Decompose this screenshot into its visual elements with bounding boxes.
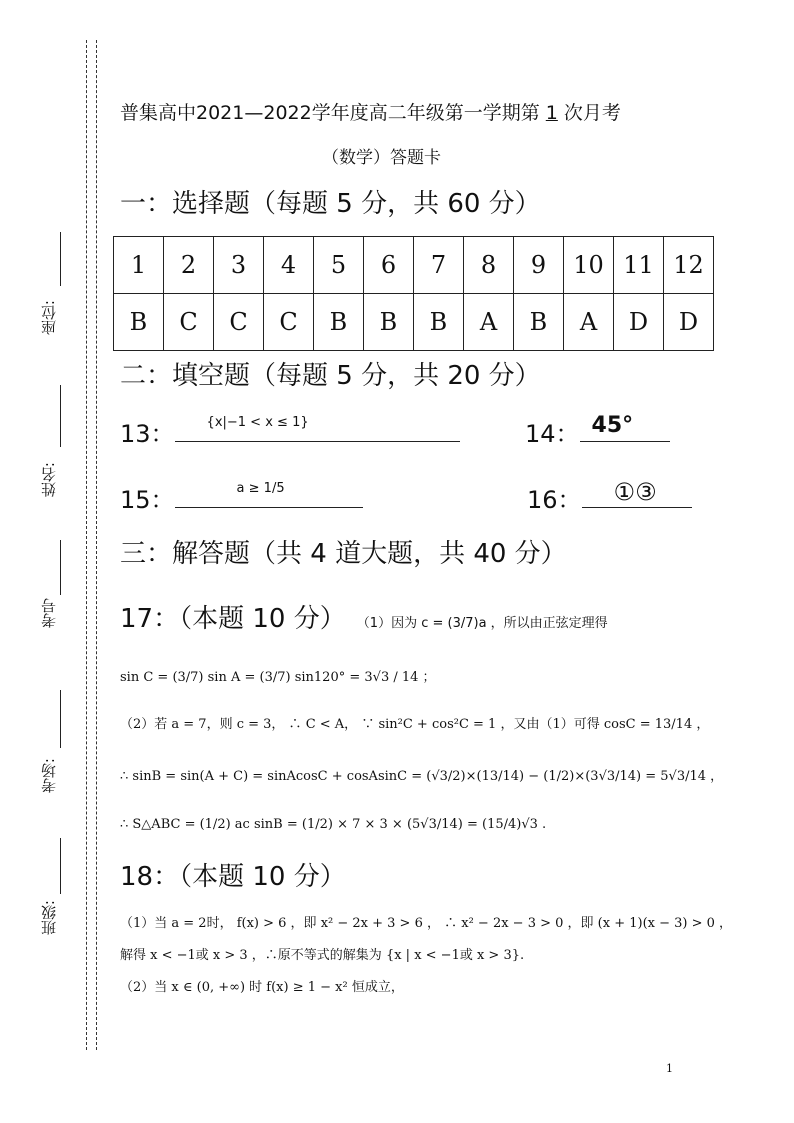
answer-cell[interactable]: A [564, 294, 614, 351]
answer-cell[interactable]: B [414, 294, 464, 351]
question-number-cell: 10 [564, 237, 614, 294]
answer-cell[interactable]: A [464, 294, 514, 351]
question-number-cell: 1 [114, 237, 164, 294]
q18-heading: 18：（本题 10 分） [120, 862, 346, 892]
q14-answer-blank[interactable]: 45° [580, 415, 670, 442]
question-number-cell: 2 [164, 237, 214, 294]
q17-heading: 17：（本题 10 分） [120, 604, 346, 634]
answer-cell[interactable]: C [214, 294, 264, 351]
question-number-cell: 5 [314, 237, 364, 294]
q18-line3: （2）当 x ∈ (0, +∞) 时 f(x) ≥ 1 − x² 恒成立， [120, 980, 404, 995]
page-title: 普集高中2021—2022学年度高二年级第一学期第 1 次月考 [120, 102, 621, 124]
q17-line3: （2）若 a = 7，则 c = 3， ∴ C < A， ∵ sin²C + cos²C = 1 ，又由（1）可得 cosC = 13/14 ， [120, 717, 710, 732]
exam-no-label: 考号 [40, 598, 58, 628]
section1-heading: 一：选择题（每题 5 分，共 60 分） [120, 189, 541, 219]
question-number-cell: 12 [664, 237, 714, 294]
q14-row: 14： 45° [525, 414, 670, 449]
q16-row: 16： ①③ [527, 480, 692, 515]
binding-line-left [86, 40, 87, 1050]
section3-heading: 三：解答题（共 4 道大题，共 40 分） [120, 539, 567, 569]
question-number-cell: 9 [514, 237, 564, 294]
answer-cell[interactable]: B [114, 294, 164, 351]
name-field[interactable] [60, 385, 61, 447]
answer-cell[interactable]: D [614, 294, 664, 351]
name-label: 姓名: [40, 462, 58, 498]
page-number: 1 [666, 1062, 673, 1075]
question-number-row [114, 237, 714, 294]
q18-line2: 解得 x < −1或 x > 3 ，∴原不等式的解集为 {x | x < −1或 x > 3}. [120, 948, 525, 963]
seat-field[interactable] [60, 232, 61, 286]
answer-cell[interactable]: B [364, 294, 414, 351]
exam-room-field[interactable] [60, 690, 61, 748]
q17-line2: sin C = (3/7) sin A = (3/7) sin120° = 3√3 / 14 ； [120, 670, 436, 685]
answer-row [114, 294, 714, 351]
answer-cell[interactable]: C [164, 294, 214, 351]
class-label: 班级: [40, 900, 58, 936]
q13-row: 13： {x|−1 < x ≤ 1} [120, 414, 460, 449]
q15-row: 15： a ≥ 1/5 [120, 480, 363, 515]
q13-answer-blank[interactable]: {x|−1 < x ≤ 1} [175, 415, 460, 442]
question-number-cell: 4 [264, 237, 314, 294]
binding-line-right [96, 40, 97, 1050]
answer-cell[interactable]: B [314, 294, 364, 351]
question-number-cell: 3 [214, 237, 264, 294]
q17-line5: ∴ S△ABC = (1/2) ac sinB = (1/2) × 7 × 3 × (5√3/14) = (15/4)√3 . [120, 817, 547, 832]
q17-heading-row [120, 598, 608, 635]
class-field[interactable] [60, 838, 61, 894]
q17-line1: （1）因为 c = (3/7)a ，所以由正弦定理得 [356, 616, 608, 631]
q18-line1: （1）当 a = 2时， f(x) > 6 ，即 x² − 2x + 3 > 6 ， ∴ x² − 2x − 3 > 0 ，即 (x + 1)(x − 3) > 0 ， [120, 916, 733, 931]
question-number-cell: 6 [364, 237, 414, 294]
choice-answer-table [113, 236, 714, 351]
q16-answer-blank[interactable]: ①③ [582, 481, 692, 508]
question-number-cell: 8 [464, 237, 514, 294]
exam-room-label: 考场: [40, 758, 58, 794]
exam-number: 1 [545, 102, 558, 124]
q17-line4: ∴ sinB = sin(A + C) = sinAcosC + cosAsinC = (√3/2)×(13/14) − (1/2)×(3√3/14) = 5√3/14 ， [120, 769, 724, 784]
q15-answer-blank[interactable]: a ≥ 1/5 [175, 481, 363, 508]
page-subtitle: （数学）答题卡 [322, 148, 441, 168]
answer-cell[interactable]: B [514, 294, 564, 351]
question-number-cell: 7 [414, 237, 464, 294]
section2-heading: 二：填空题（每题 5 分，共 20 分） [120, 361, 541, 391]
seat-label: 座位: [40, 300, 58, 336]
answer-cell[interactable]: D [664, 294, 714, 351]
exam-no-field[interactable] [60, 540, 61, 595]
answer-cell[interactable]: C [264, 294, 314, 351]
question-number-cell: 11 [614, 237, 664, 294]
